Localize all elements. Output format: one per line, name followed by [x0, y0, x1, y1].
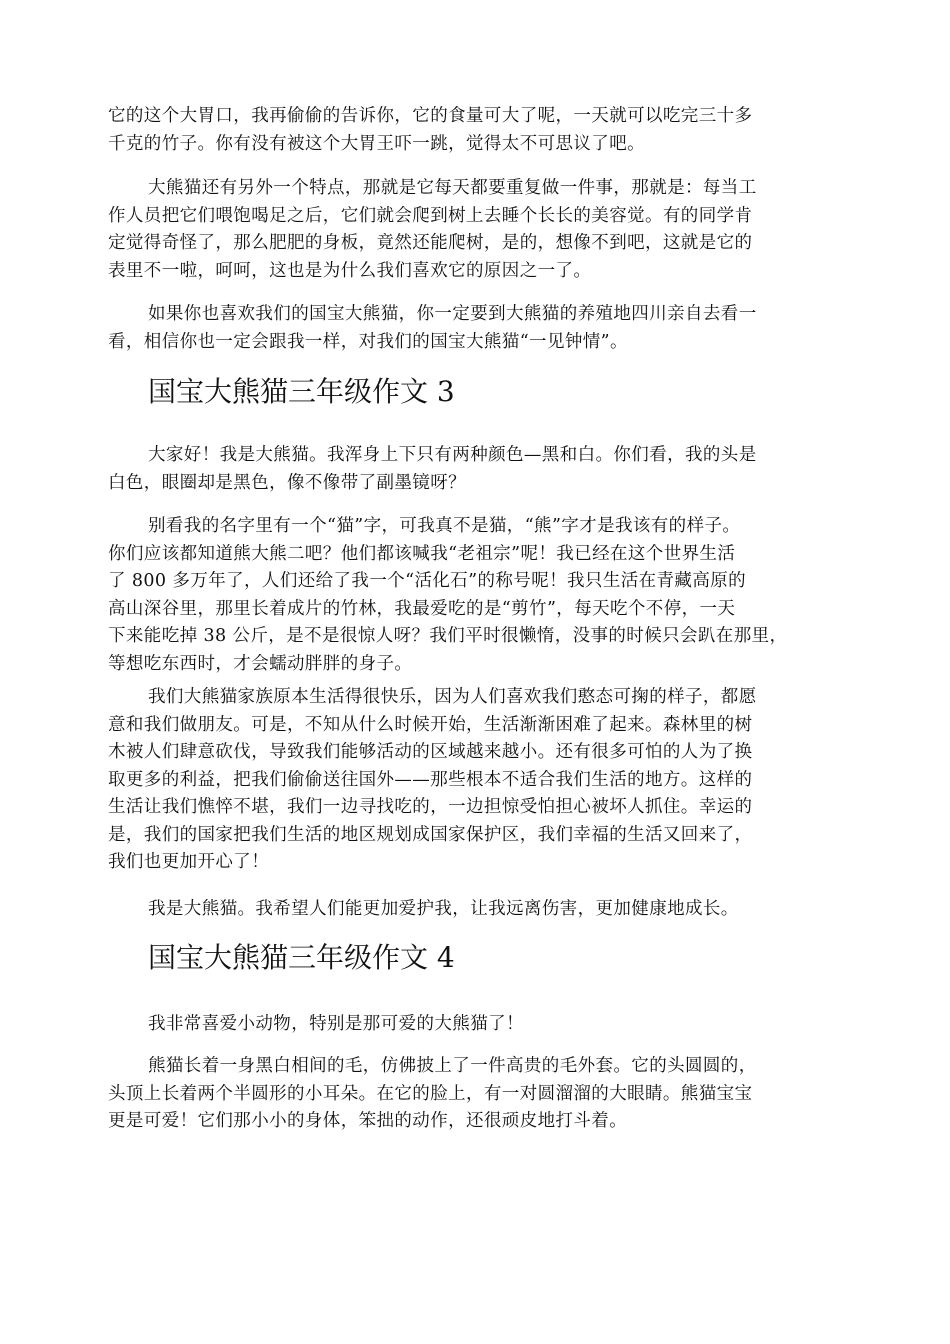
paragraph-line: 白色，眼圈却是黑色，像不像带了副墨镜呀？	[108, 472, 466, 493]
paragraph-line: 如果你也喜欢我们的国宝大熊猫，你一定要到大熊猫的养殖地四川亲自去看一	[148, 304, 757, 324]
paragraph	[108, 513, 850, 678]
paragraph-line: 别看我的名字里有一个“猫”字，可我真不是猫，“熊”字才是我该有的样子。	[148, 516, 741, 536]
paragraph-line: 了 800 多万年了，人们还给了我一个“活化石”的称号呢！我只生活在青藏高原的	[108, 571, 747, 591]
paragraph	[108, 1053, 850, 1136]
paragraph	[108, 175, 850, 285]
paragraph-line: 下来能吃掉 38 公斤，是不是很惊人呀？我们平时很懒惰，没事的时候只会趴在那里，	[108, 626, 788, 646]
paragraph-line: 它的这个大胃口，我再偷偷的告诉你，它的食量可大了呢，一天就可以吃完三十多	[108, 106, 753, 126]
paragraph	[108, 684, 850, 877]
paragraph-line: 作人员把它们喂饱喝足之后，它们就会爬到树上去睡个长长的美容觉。有的同学肯	[108, 205, 753, 226]
paragraph-line: 大熊猫还有另外一个特点，那就是它每天都要重复做一件事，那就是：每当工	[148, 178, 757, 198]
paragraph	[108, 301, 850, 356]
paragraph	[108, 103, 850, 158]
paragraph-line: 更是可爱！它们那小小的身体，笨拙的动作，还很顽皮地打斗着。	[108, 1111, 628, 1131]
paragraph	[108, 442, 850, 497]
paragraph-line: 高山深谷里，那里长着成片的竹林，我最爱吃的是“剪竹”，每天吃个不停，一天	[108, 598, 736, 619]
paragraph	[108, 1011, 850, 1039]
paragraph-line: 是，我们的国家把我们生活的地区规划成国家保护区，我们幸福的生活又回来了，	[108, 824, 753, 845]
paragraph-line: 意和我们做朋友。可是，不知从什么时候开始，生活渐渐困难了起来。森林里的树	[108, 714, 753, 735]
paragraph-line: 你们应该都知道熊大熊二吧？他们都该喊我“老祖宗”呢！我已经在这个世界生活	[108, 543, 736, 564]
paragraph-line: 我们大熊猫家族原本生活得很快乐，因为人们喜欢我们憨态可掬的样子，都愿	[148, 687, 757, 707]
paragraph-line: 表里不一啦，呵呵，这也是为什么我们喜欢它的原因之一了。	[108, 260, 592, 281]
paragraph-line: 熊猫长着一身黑白相间的毛，仿佛披上了一件高贵的毛外套。它的头圆圆的，	[148, 1056, 757, 1076]
section-heading: 国宝大熊猫三年级作文 3	[148, 375, 455, 408]
paragraph-line: 木被人们肆意砍伐，导致我们能够活动的区域越来越小。还有很多可怕的人为了换	[108, 742, 753, 762]
paragraph-line: 取更多的利益，把我们偷偷送往国外——那些根本不适合我们生活的地方。这样的	[108, 769, 753, 790]
paragraph	[108, 896, 850, 924]
paragraph-line: 等想吃东西时，才会蠕动胖胖的身子。	[108, 653, 413, 674]
paragraph-line: 定觉得奇怪了，那么肥肥的身板，竟然还能爬树，是的，想像不到吧，这就是它的	[108, 233, 753, 253]
paragraph-line: 大家好！我是大熊猫。我浑身上下只有两种颜色—黑和白。你们看，我的头是	[148, 445, 757, 465]
paragraph-line: 看，相信你也一定会跟我一样，对我们的国宝大熊猫“一见钟情”。	[108, 331, 628, 352]
paragraph-line: 我们也更加开心了！	[108, 852, 270, 872]
paragraph-line: 生活让我们憔悴不堪，我们一边寻找吃的，一边担惊受怕担心被坏人抓住。幸运的	[108, 797, 753, 817]
paragraph-line: 我是大熊猫。我希望人们能更加爱护我，让我远离伤害，更加健康地成长。	[148, 899, 739, 919]
paragraph-line: 千克的竹子。你有没有被这个大胃王吓一跳，觉得太不可思议了吧。	[108, 133, 645, 154]
paragraph-line: 我非常喜爱小动物，特别是那可爱的大熊猫了！	[148, 1014, 524, 1034]
section-heading: 国宝大熊猫三年级作文 4	[148, 941, 455, 974]
paragraph-line: 头顶上长着两个半圆形的小耳朵。在它的脸上，有一对圆溜溜的大眼睛。熊猫宝宝	[108, 1083, 753, 1104]
